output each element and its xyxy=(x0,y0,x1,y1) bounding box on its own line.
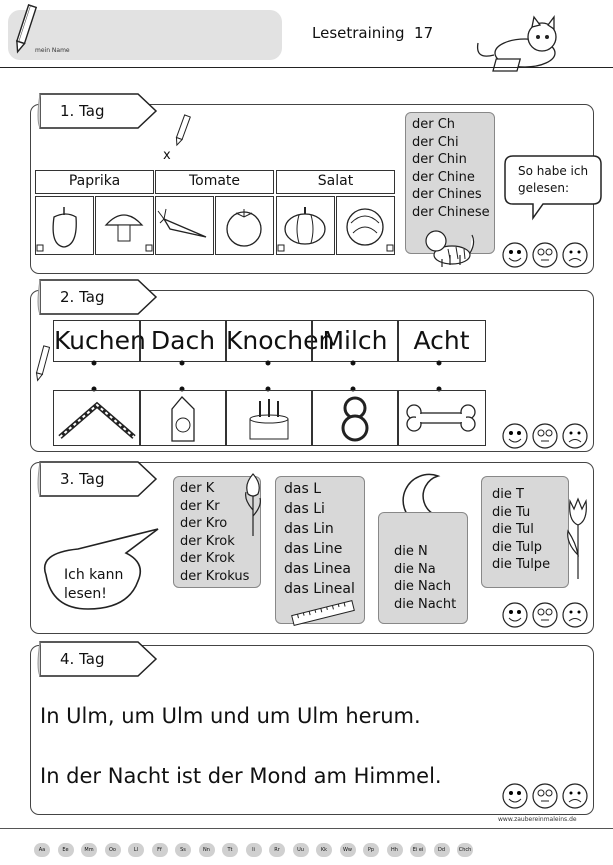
letter-chip: Ff xyxy=(152,843,168,857)
syllable-line: das Lin xyxy=(284,521,334,537)
mushroom-icon xyxy=(96,197,153,254)
footer-divider xyxy=(0,828,613,829)
syllable-line: die Tulp xyxy=(492,539,543,555)
syllable-line: der K xyxy=(180,481,215,496)
letter-chip: Tt xyxy=(222,843,238,857)
syllable-line: der Chine xyxy=(412,169,475,185)
syllable-line: der Krok xyxy=(180,533,235,549)
cat-reading-icon xyxy=(470,15,570,75)
letter-chip: Pp xyxy=(363,843,379,857)
syllable-line: der Chi xyxy=(412,134,459,150)
syllable-list-nacht xyxy=(394,543,456,613)
syllable-line: der Krok xyxy=(180,551,235,566)
letter-chip: Ei ei xyxy=(410,843,426,857)
day1-label: 1. Tag xyxy=(60,102,105,120)
picture-box[interactable] xyxy=(276,196,335,255)
syllable-line: die Nacht xyxy=(394,596,457,612)
picture-box[interactable] xyxy=(35,196,94,255)
letter-chip: Oo xyxy=(105,843,121,857)
picture-box[interactable] xyxy=(53,390,141,446)
picture-box[interactable] xyxy=(139,390,227,446)
syllable-list-krokus xyxy=(180,480,249,585)
bone-icon xyxy=(398,391,485,445)
syllable-line: der Ch xyxy=(412,117,456,132)
letter-chip: Ll xyxy=(128,843,144,857)
syllable-line: das Linea xyxy=(284,561,351,577)
letter-chip: Ww xyxy=(340,843,356,857)
word-box: Milch xyxy=(311,320,399,362)
word-box: Tomate xyxy=(155,170,274,194)
website-credit: www.zaubereinmaleins.de xyxy=(498,816,577,823)
match-dots xyxy=(53,357,485,393)
ruler-icon xyxy=(288,598,358,628)
syllable-line: das Li xyxy=(284,501,325,517)
bubble-text: Ich kann lesen! xyxy=(64,567,124,602)
syllable-line: der Chines xyxy=(412,187,482,202)
bubble-text: So habe ich gelesen: xyxy=(518,164,589,195)
picture-box[interactable] xyxy=(397,390,486,446)
roof-icon xyxy=(54,391,140,445)
syllable-line: der Kr xyxy=(180,498,220,514)
word-box: Acht xyxy=(397,320,486,362)
letter-chip: Mm xyxy=(81,843,97,857)
word-box: Paprika xyxy=(35,170,154,194)
tomato-icon xyxy=(216,197,273,254)
name-label: mein Name xyxy=(35,47,70,54)
pumpkin-icon xyxy=(277,197,334,254)
syllable-list-tulpe xyxy=(492,486,550,574)
letter-chip: Hh xyxy=(387,843,403,857)
word-box: Dach xyxy=(139,320,227,362)
syllable-line: die Tul xyxy=(492,522,534,537)
picture-box[interactable] xyxy=(155,196,214,255)
syllable-line: die T xyxy=(492,487,524,502)
cake-icon xyxy=(226,391,312,445)
letter-chip: Nn xyxy=(199,843,215,857)
letter-chip: Kk xyxy=(316,843,332,857)
crocus-icon xyxy=(240,470,266,540)
letter-chip: Ss xyxy=(175,843,191,857)
syllable-line: die Na xyxy=(394,561,436,577)
carrot-icon xyxy=(156,197,213,254)
cross-mark: x xyxy=(163,148,171,163)
picture-box[interactable] xyxy=(95,196,154,255)
syllable-line: der Kro xyxy=(180,516,228,531)
syllable-list-lineal xyxy=(284,479,355,599)
paprika-icon xyxy=(36,197,93,254)
smiley-rating[interactable] xyxy=(501,782,589,810)
milk-carton-icon xyxy=(140,391,226,445)
title-text: Lesetraining xyxy=(312,24,405,42)
day2-label: 2. Tag xyxy=(60,288,105,306)
syllable-line: der Krokus xyxy=(180,568,250,584)
smiley-rating[interactable] xyxy=(501,241,589,269)
letter-chips xyxy=(34,843,473,857)
syllable-line: der Chinese xyxy=(412,204,490,220)
picture-box[interactable] xyxy=(225,390,313,446)
syllable-line: die Nach xyxy=(394,579,452,594)
smiley-rating[interactable] xyxy=(501,601,589,629)
letter-chip: Ee xyxy=(58,843,74,857)
lettuce-icon xyxy=(337,197,394,254)
pencil-icon xyxy=(34,345,50,383)
letter-chip: Dd xyxy=(434,843,450,857)
word-box: Salat xyxy=(276,170,395,194)
day4-label: 4. Tag xyxy=(60,650,105,668)
picture-box[interactable] xyxy=(215,196,274,255)
syllable-line: der Chin xyxy=(412,152,467,167)
number-eight-icon xyxy=(312,391,398,445)
day3-label: 3. Tag xyxy=(60,470,105,488)
syllable-line: die N xyxy=(394,544,428,559)
reading-sentence: In der Nacht ist der Mond am Himmel. xyxy=(40,764,442,788)
sheet-number: 17 xyxy=(414,24,434,42)
header-divider xyxy=(0,67,613,68)
picture-box[interactable] xyxy=(311,390,399,446)
letter-chip: Chch xyxy=(457,843,473,857)
syllable-line: das Line xyxy=(284,541,343,557)
page-title xyxy=(312,24,433,42)
smiley-rating[interactable] xyxy=(501,422,589,450)
word-box: Knochen xyxy=(225,320,313,362)
letter-chip: Aa xyxy=(34,843,50,857)
syllable-line: das Lineal xyxy=(284,581,355,597)
syllable-line: die Tu xyxy=(492,504,531,520)
tulip-icon xyxy=(562,495,592,583)
syllable-list-chinese xyxy=(412,116,490,221)
picture-box[interactable] xyxy=(336,196,395,255)
syllable-line: das L xyxy=(284,481,322,497)
letter-chip: Rr xyxy=(269,843,285,857)
pencil-icon xyxy=(172,114,192,148)
tiger-icon xyxy=(420,225,476,271)
letter-chip: Ii xyxy=(246,843,262,857)
word-box: Kuchen xyxy=(53,320,141,362)
syllable-line: die Tulpe xyxy=(492,557,551,572)
reading-sentence: In Ulm, um Ulm und um Ulm herum. xyxy=(40,704,421,728)
letter-chip: Uu xyxy=(293,843,309,857)
